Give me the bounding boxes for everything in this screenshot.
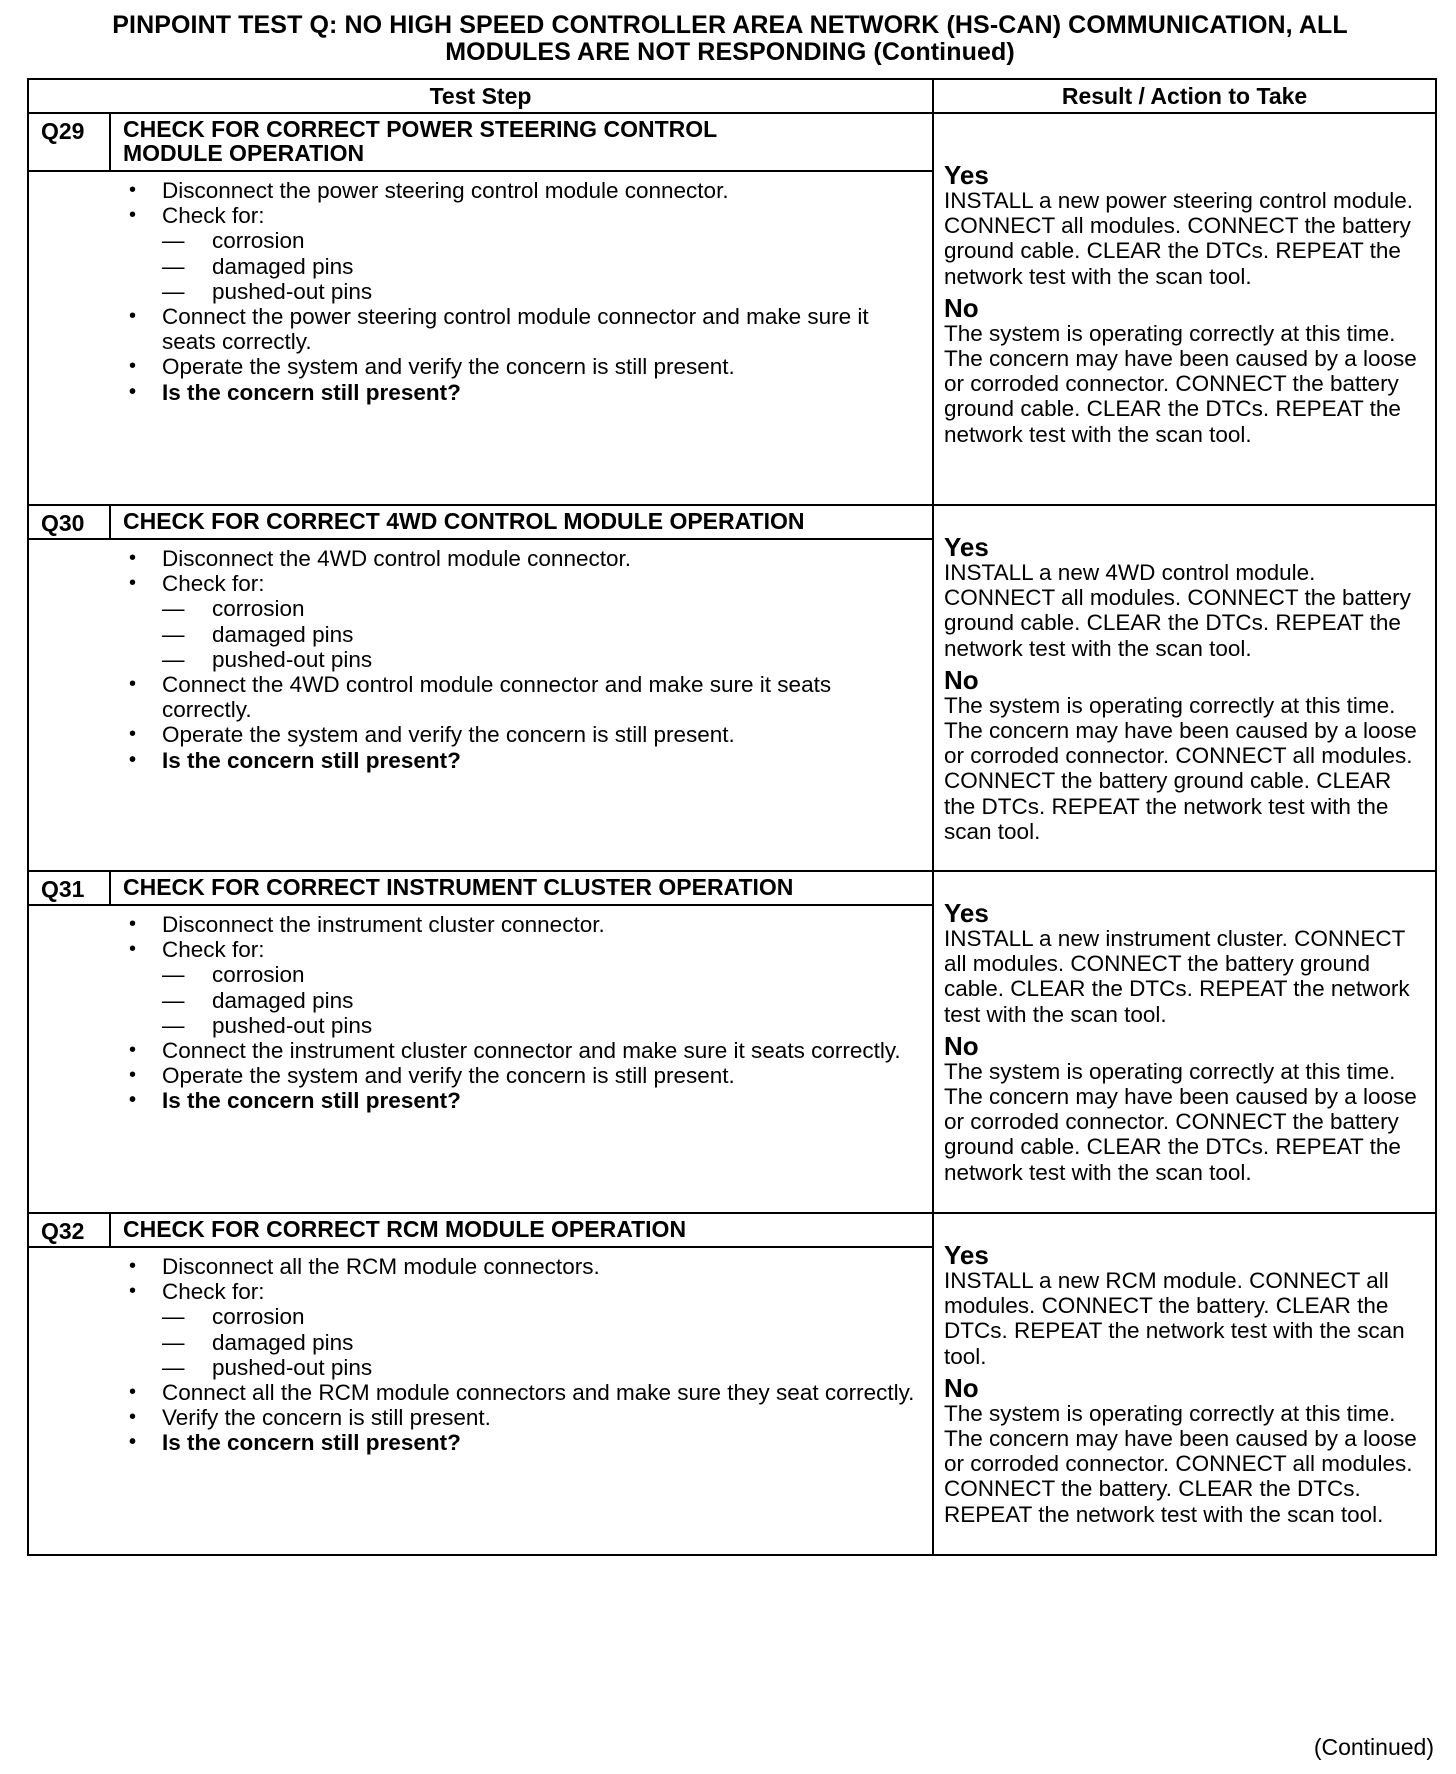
step-id: Q31: [28, 871, 110, 905]
step-title-line: CHECK FOR CORRECT 4WD CONTROL MODULE OPERATION: [123, 508, 805, 534]
check-item: — pushed-out pins: [162, 647, 922, 672]
list-item: • Operate the system and verify the concern is still present.: [29, 354, 922, 379]
question-item: • Is the concern still present?: [29, 380, 922, 405]
step-title-row: [28, 113, 1436, 171]
check-item: — damaged pins: [162, 1330, 922, 1355]
list-item: • Operate the system and verify the concern is still present.: [29, 1063, 922, 1088]
step-instructions: [28, 1247, 933, 1555]
yes-action: INSTALL a new power steering control module. CONNECT all modules. CONNECT the battery ground cable. CLEAR the DTCs. REPEAT the network test with the scan tool.: [944, 188, 1413, 289]
list-item: • Disconnect the instrument cluster connector.: [29, 912, 922, 937]
yes-label: Yes: [944, 160, 989, 190]
continued-footer: (Continued): [1313, 1734, 1434, 1760]
step-id: Q30: [28, 505, 110, 539]
check-item: — corrosion: [162, 1304, 922, 1329]
step-title-line: CHECK FOR CORRECT RCM MODULE OPERATION: [123, 1216, 687, 1242]
header-result: Result / Action to Take: [933, 79, 1436, 113]
question-item: • Is the concern still present?: [29, 1088, 922, 1113]
no-label: No: [944, 664, 979, 695]
list-item: • Connect the instrument cluster connector and make sure it seats correctly.: [29, 1038, 922, 1063]
check-item: — pushed-out pins: [162, 279, 922, 304]
yes-label: Yes: [944, 532, 989, 562]
yes-label: Yes: [944, 1240, 989, 1270]
title-line-1: PINPOINT TEST Q: NO HIGH SPEED CONTROLLER AREA NETWORK (HS-CAN) COMMUNICATION, ALL: [112, 11, 1348, 39]
list-item: • Disconnect the power steering control module connector.: [29, 178, 922, 203]
list-item: [29, 203, 922, 304]
list-item: • Connect the power steering control module connector and make sure it seats correctly.: [29, 304, 922, 354]
no-label: No: [944, 1372, 979, 1403]
list-item: • Disconnect all the RCM module connectors.: [29, 1254, 922, 1279]
check-for-label: Check for:: [162, 571, 265, 597]
no-label: No: [944, 292, 979, 323]
table-header-row: [28, 79, 1436, 113]
title-line-2: MODULES ARE NOT RESPONDING (Continued): [445, 38, 1015, 66]
step-title: [110, 505, 933, 539]
step-title-row: [28, 505, 1436, 539]
check-for-label: Check for:: [162, 1279, 265, 1305]
no-action: The system is operating correctly at this time. The concern may have been caused by a loose or corroded connector. CONNECT all modules. CONNECT the battery. CLEAR the DTCs. REPEAT the network test with the scan tool.: [944, 1400, 1417, 1527]
check-item: — corrosion: [162, 596, 922, 621]
list-item: • Connect all the RCM module connectors and make sure they seat correctly.: [29, 1380, 922, 1405]
yes-action: INSTALL a new 4WD control module. CONNECT all modules. CONNECT the battery ground cable. CLEAR the DTCs. REPEAT the network test with the scan tool.: [944, 560, 1411, 661]
list-item: • Disconnect the 4WD control module connector.: [29, 546, 922, 571]
question-item: • Is the concern still present?: [29, 1430, 922, 1455]
pinpoint-test-table: [27, 78, 1437, 1556]
no-label: No: [944, 1030, 979, 1061]
list-item: [29, 937, 922, 1038]
list-item: [29, 571, 922, 672]
check-for-label: Check for:: [162, 937, 265, 963]
header-test-step: Test Step: [28, 79, 933, 113]
yes-action: INSTALL a new instrument cluster. CONNECT all modules. CONNECT the battery ground cable. CLEAR the DTCs. REPEAT the network test with the scan tool.: [944, 926, 1410, 1027]
step-title-line: MODULE OPERATION: [123, 140, 365, 166]
step-result: [933, 871, 1436, 1213]
check-item: — corrosion: [162, 228, 922, 253]
step-title: [110, 1213, 933, 1247]
check-item: — damaged pins: [162, 988, 922, 1013]
step-title-line: CHECK FOR CORRECT INSTRUMENT CLUSTER OPERATION: [123, 874, 794, 900]
no-action: The system is operating correctly at this time. The concern may have been caused by a loose or corroded connector. CONNECT the battery ground cable. CLEAR the DTCs. REPEAT the network test with the scan tool.: [944, 320, 1417, 447]
step-title-row: [28, 1213, 1436, 1247]
check-item: — corrosion: [162, 962, 922, 987]
no-action: The system is operating correctly at this time. The concern may have been caused by a loose or corroded connector. CONNECT all modules. CONNECT the battery ground cable. CLEAR the DTCs. REPEAT the network test with the scan tool.: [944, 692, 1417, 844]
step-result: [933, 113, 1436, 505]
yes-action: INSTALL a new RCM module. CONNECT all modules. CONNECT the battery. CLEAR the DTCs. REPEAT the network test with the scan tool.: [944, 1268, 1405, 1369]
no-action: The system is operating correctly at this time. The concern may have been caused by a loose or corroded connector. CONNECT the battery ground cable. CLEAR the DTCs. REPEAT the network test with the scan tool.: [944, 1058, 1417, 1185]
check-item: — damaged pins: [162, 254, 922, 279]
step-instructions: [28, 539, 933, 871]
list-item: • Connect the 4WD control module connector and make sure it seats correctly.: [29, 672, 922, 722]
check-for-label: Check for:: [162, 203, 265, 229]
question-item: • Is the concern still present?: [29, 748, 922, 773]
list-item: • Operate the system and verify the concern is still present.: [29, 722, 922, 747]
yes-label: Yes: [944, 898, 989, 928]
check-item: — pushed-out pins: [162, 1355, 922, 1380]
list-item: [29, 1279, 922, 1380]
step-result: [933, 1213, 1436, 1555]
page-title: [20, 12, 1440, 66]
step-title: [110, 871, 933, 905]
step-title: [110, 113, 933, 171]
step-id: Q32: [28, 1213, 110, 1247]
step-title-row: [28, 871, 1436, 905]
check-item: — pushed-out pins: [162, 1013, 922, 1038]
list-item: • Verify the concern is still present.: [29, 1405, 922, 1430]
step-instructions: [28, 905, 933, 1213]
step-id: Q29: [28, 113, 110, 171]
step-instructions: [28, 171, 933, 505]
step-result: [933, 505, 1436, 871]
step-title-line: CHECK FOR CORRECT POWER STEERING CONTROL: [123, 116, 718, 142]
check-item: — damaged pins: [162, 622, 922, 647]
